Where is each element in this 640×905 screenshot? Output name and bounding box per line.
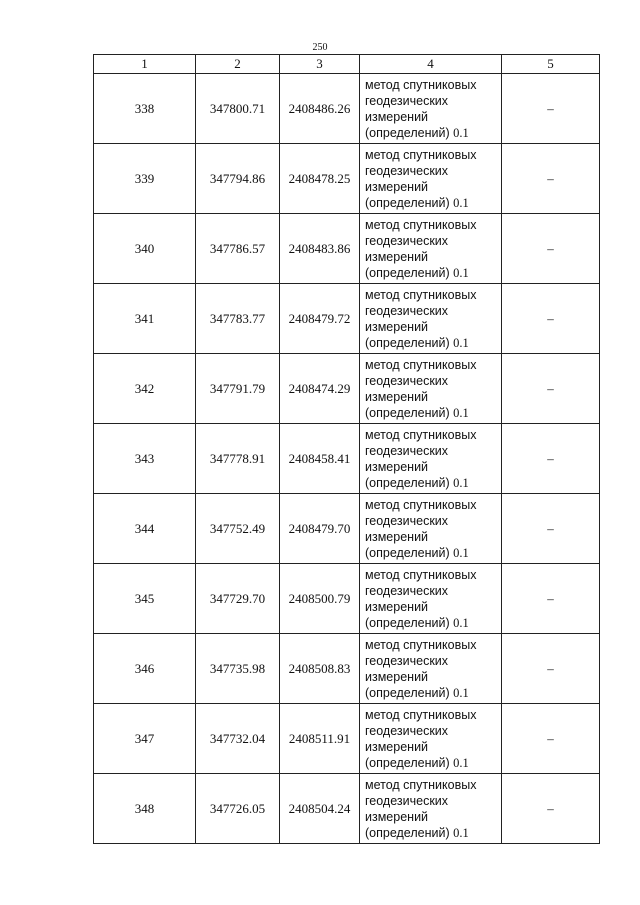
method-line: метод спутниковых	[365, 427, 477, 442]
table-body	[94, 74, 600, 844]
method-determinations: (определений)	[365, 545, 450, 560]
table-row	[94, 214, 600, 284]
table-row	[94, 144, 600, 214]
coordinate-y: 2408508.83	[280, 634, 360, 704]
method-determinations: (определений)	[365, 335, 450, 350]
note-dash: –	[502, 704, 600, 774]
coordinate-x: 347794.86	[196, 144, 280, 214]
method-line: геодезических	[365, 443, 449, 458]
column-header-4: 4	[360, 55, 502, 74]
column-header-2: 2	[196, 55, 280, 74]
accuracy-value: 0.1	[453, 405, 469, 420]
method-line: геодезических	[365, 513, 449, 528]
point-number: 346	[94, 634, 196, 704]
method-line: геодезических	[365, 303, 449, 318]
coordinate-x: 347800.71	[196, 74, 280, 144]
method-determinations: (определений)	[365, 265, 450, 280]
table-row	[94, 284, 600, 354]
coordinates-table	[93, 54, 600, 844]
method-determinations: (определений)	[365, 125, 450, 140]
note-dash: –	[502, 564, 600, 634]
method-line: измерений	[365, 179, 429, 194]
coordinate-y: 2408479.70	[280, 494, 360, 564]
coordinate-y: 2408500.79	[280, 564, 360, 634]
coordinate-x: 347729.70	[196, 564, 280, 634]
method-line: измерений	[365, 739, 429, 754]
column-header-3: 3	[280, 55, 360, 74]
coordinate-y: 2408458.41	[280, 424, 360, 494]
method-line: метод спутниковых	[365, 147, 477, 162]
column-header-5: 5	[502, 55, 600, 74]
accuracy-value: 0.1	[453, 195, 469, 210]
method-line	[365, 405, 501, 421]
coordinate-x: 347732.04	[196, 704, 280, 774]
accuracy-value: 0.1	[453, 685, 469, 700]
method-determinations: (определений)	[365, 475, 450, 490]
point-number: 338	[94, 74, 196, 144]
table-header	[94, 55, 600, 74]
method-description	[360, 704, 502, 774]
accuracy-value: 0.1	[453, 825, 469, 840]
method-line: метод спутниковых	[365, 707, 477, 722]
coordinate-x: 347783.77	[196, 284, 280, 354]
table-row	[94, 354, 600, 424]
method-line	[365, 475, 501, 491]
point-number: 348	[94, 774, 196, 844]
method-line	[365, 195, 501, 211]
method-line	[365, 615, 501, 631]
table-row	[94, 774, 600, 844]
coordinate-y: 2408474.29	[280, 354, 360, 424]
method-line: геодезических	[365, 653, 449, 668]
coordinate-y: 2408479.72	[280, 284, 360, 354]
method-line	[365, 125, 501, 141]
note-dash: –	[502, 424, 600, 494]
accuracy-value: 0.1	[453, 475, 469, 490]
method-determinations: (определений)	[365, 195, 450, 210]
point-number: 347	[94, 704, 196, 774]
method-line: измерений	[365, 529, 429, 544]
note-dash: –	[502, 774, 600, 844]
method-line: измерений	[365, 319, 429, 334]
method-description	[360, 494, 502, 564]
table-row	[94, 634, 600, 704]
method-determinations: (определений)	[365, 405, 450, 420]
header-row	[94, 55, 600, 74]
method-line	[365, 335, 501, 351]
method-line: геодезических	[365, 163, 449, 178]
method-line	[365, 545, 501, 561]
method-line	[365, 685, 501, 701]
method-determinations: (определений)	[365, 685, 450, 700]
method-line: метод спутниковых	[365, 777, 477, 792]
note-dash: –	[502, 144, 600, 214]
table-row	[94, 494, 600, 564]
accuracy-value: 0.1	[453, 755, 469, 770]
method-line: геодезических	[365, 233, 449, 248]
method-line: метод спутниковых	[365, 77, 477, 92]
note-dash: –	[502, 354, 600, 424]
note-dash: –	[502, 634, 600, 704]
method-line: метод спутниковых	[365, 637, 477, 652]
method-line: измерений	[365, 249, 429, 264]
accuracy-value: 0.1	[453, 265, 469, 280]
method-line: измерений	[365, 809, 429, 824]
method-description	[360, 144, 502, 214]
point-number: 344	[94, 494, 196, 564]
method-line: измерений	[365, 669, 429, 684]
point-number: 341	[94, 284, 196, 354]
method-line: измерений	[365, 389, 429, 404]
method-description	[360, 214, 502, 284]
coordinate-y: 2408504.24	[280, 774, 360, 844]
accuracy-value: 0.1	[453, 125, 469, 140]
table-row	[94, 74, 600, 144]
method-line: геодезических	[365, 373, 449, 388]
table-row	[94, 564, 600, 634]
point-number: 345	[94, 564, 196, 634]
method-description	[360, 74, 502, 144]
method-line: геодезических	[365, 793, 449, 808]
method-determinations: (определений)	[365, 755, 450, 770]
table-row	[94, 704, 600, 774]
method-line: измерений	[365, 459, 429, 474]
coordinate-x: 347791.79	[196, 354, 280, 424]
coordinate-y: 2408483.86	[280, 214, 360, 284]
method-line: метод спутниковых	[365, 567, 477, 582]
accuracy-value: 0.1	[453, 335, 469, 350]
coordinate-x: 347786.57	[196, 214, 280, 284]
method-description	[360, 424, 502, 494]
method-line	[365, 825, 501, 841]
note-dash: –	[502, 214, 600, 284]
point-number: 343	[94, 424, 196, 494]
method-description	[360, 564, 502, 634]
accuracy-value: 0.1	[453, 545, 469, 560]
method-line: измерений	[365, 109, 429, 124]
method-line	[365, 265, 501, 281]
coordinate-x: 347752.49	[196, 494, 280, 564]
method-description	[360, 354, 502, 424]
accuracy-value: 0.1	[453, 615, 469, 630]
method-line: геодезических	[365, 723, 449, 738]
method-line: геодезических	[365, 93, 449, 108]
note-dash: –	[502, 284, 600, 354]
coordinate-x: 347735.98	[196, 634, 280, 704]
method-description	[360, 634, 502, 704]
method-description	[360, 774, 502, 844]
method-determinations: (определений)	[365, 825, 450, 840]
point-number: 342	[94, 354, 196, 424]
coordinate-y: 2408511.91	[280, 704, 360, 774]
note-dash: –	[502, 74, 600, 144]
method-description	[360, 284, 502, 354]
method-line	[365, 755, 501, 771]
page-number: 250	[312, 42, 328, 53]
method-line: измерений	[365, 599, 429, 614]
method-line: метод спутниковых	[365, 217, 477, 232]
coordinate-y: 2408486.26	[280, 74, 360, 144]
note-dash: –	[502, 494, 600, 564]
method-line: геодезических	[365, 583, 449, 598]
column-header-1: 1	[94, 55, 196, 74]
table-row	[94, 424, 600, 494]
coordinate-y: 2408478.25	[280, 144, 360, 214]
method-line: метод спутниковых	[365, 497, 477, 512]
point-number: 339	[94, 144, 196, 214]
method-line: метод спутниковых	[365, 357, 477, 372]
method-line: метод спутниковых	[365, 287, 477, 302]
point-number: 340	[94, 214, 196, 284]
coordinate-x: 347726.05	[196, 774, 280, 844]
coordinate-x: 347778.91	[196, 424, 280, 494]
method-determinations: (определений)	[365, 615, 450, 630]
